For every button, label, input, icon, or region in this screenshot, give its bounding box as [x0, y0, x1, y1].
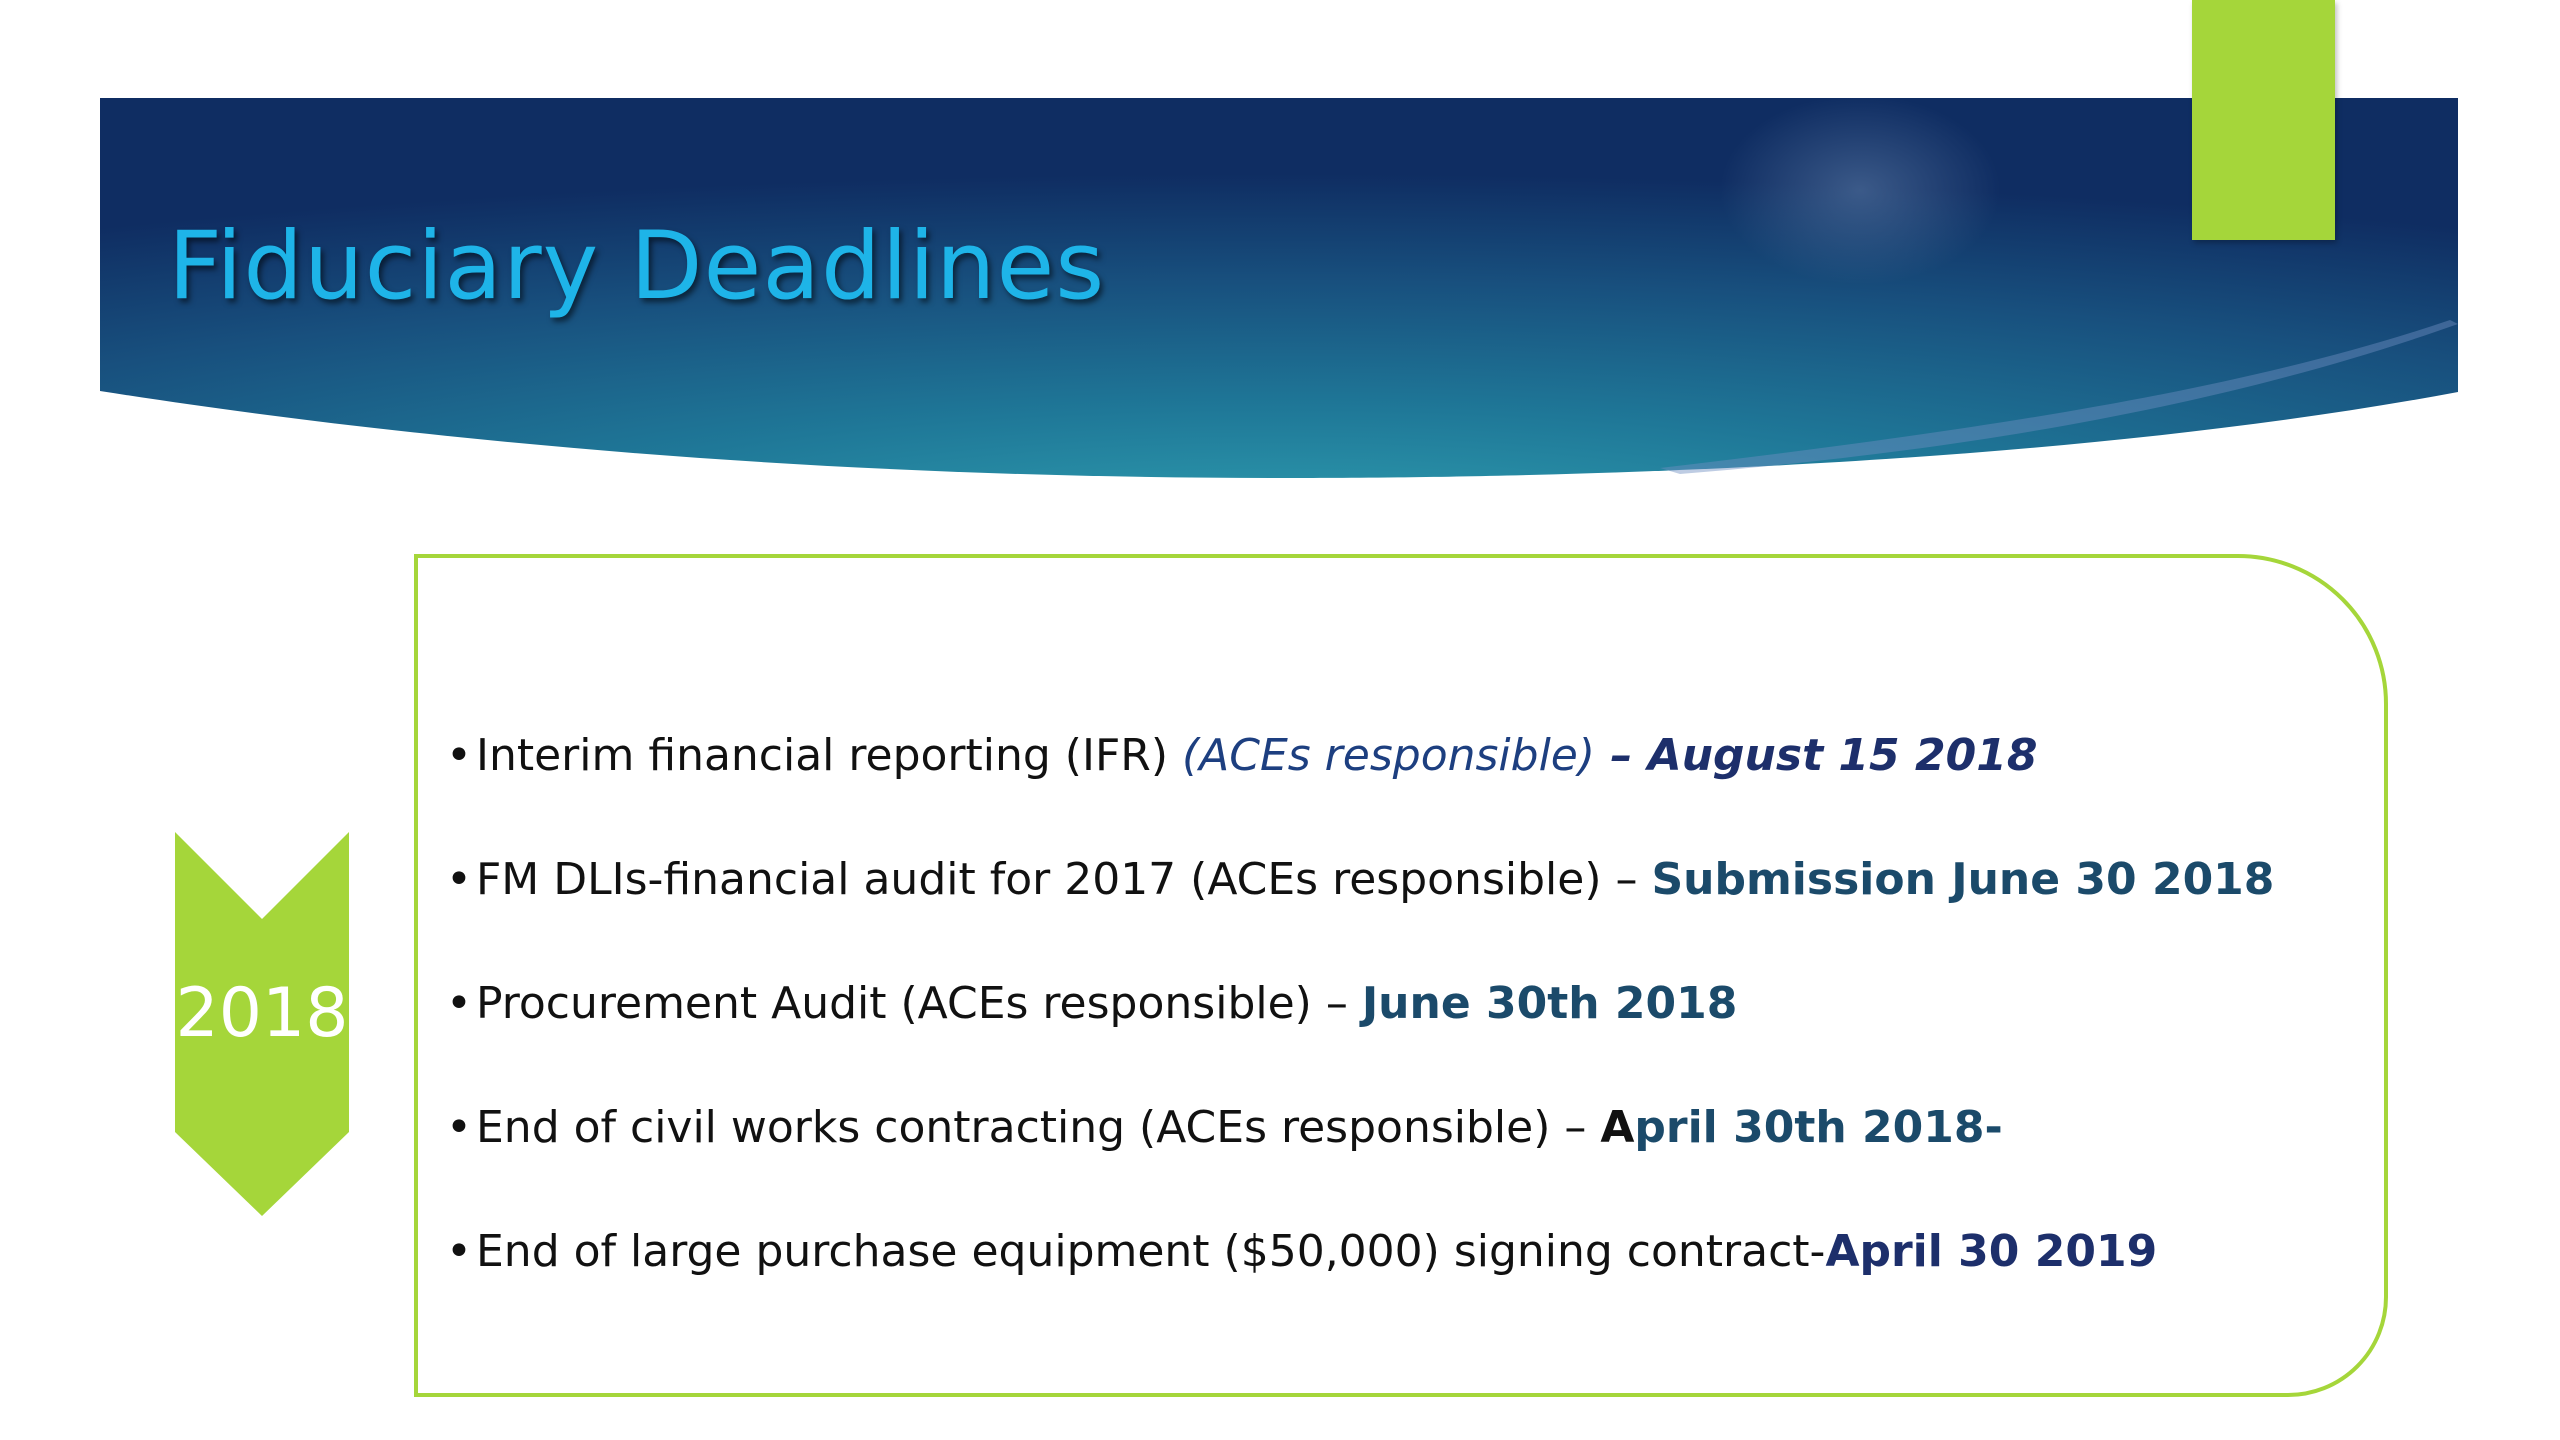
bullet: •	[446, 854, 472, 905]
bullet: •	[446, 1102, 472, 1153]
bullet: •	[446, 978, 472, 1029]
deadline-text: End of civil works contracting (ACEs responsible) –	[476, 1102, 1601, 1153]
deadline-date: – August 15 2018	[1595, 730, 2038, 781]
bullet: •	[446, 730, 472, 781]
slide-title: Fiduciary Deadlines	[168, 212, 1106, 321]
deadline-text: Interim financial reporting (IFR)	[476, 730, 1182, 781]
deadline-item-procurement-audit	[446, 976, 2274, 1100]
deadlines-box	[414, 554, 2388, 1397]
responsibility-note: (ACEs responsible)	[1181, 730, 1596, 781]
deadline-text: FM DLIs-financial audit for 2017 (ACEs responsible) –	[476, 854, 1652, 905]
deadline-item-ifr	[446, 728, 2274, 852]
deadline-item-large-purchase	[446, 1224, 2274, 1348]
deadline-item-financial-audit	[446, 852, 2274, 976]
deadline-date: June 30th 2018	[1361, 978, 1738, 1029]
deadline-list	[446, 728, 2274, 1348]
deadline-date: pril 30th 2018-	[1634, 1102, 2003, 1153]
deadline-date: Submission June 30 2018	[1651, 854, 2275, 905]
accent-tab	[2192, 0, 2335, 240]
year-chevron	[175, 832, 349, 1216]
deadline-date: April 30 2019	[1825, 1226, 2158, 1277]
deadline-item-civil-works	[446, 1100, 2274, 1224]
deadline-date-initial: A	[1600, 1102, 1635, 1153]
bullet: •	[446, 1226, 472, 1277]
year-label: 2018	[175, 974, 349, 1053]
deadline-text: Procurement Audit (ACEs responsible) –	[476, 978, 1362, 1029]
deadline-text: End of large purchase equipment ($50,000) signing contract-	[476, 1226, 1826, 1277]
